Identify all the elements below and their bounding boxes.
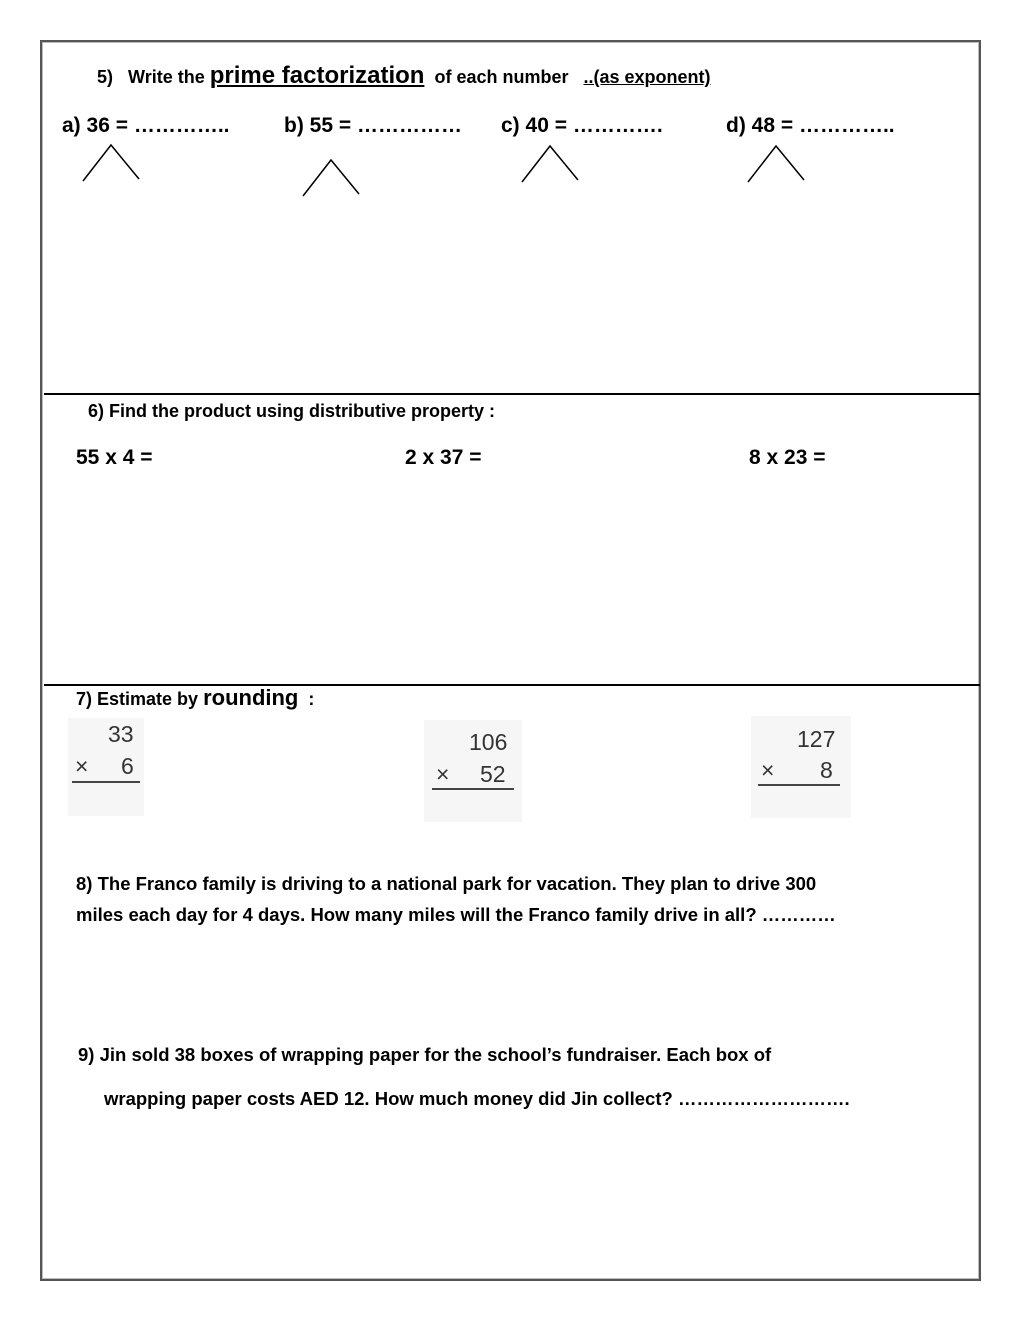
multiplier: 6 [121, 753, 134, 779]
q5-suffix: ..(as exponent) [583, 67, 711, 87]
q5-number: 5) [97, 67, 114, 87]
section-divider [44, 393, 980, 395]
q5-item-b [284, 114, 462, 138]
q7-prefix: 7) Estimate by [76, 689, 199, 709]
q5-item-expr: 36 = ………….. [86, 114, 230, 137]
factor-tree-icon [747, 145, 807, 183]
q5-item-label: c) [501, 114, 520, 137]
q6-problem: 55 x 4 = [76, 446, 153, 469]
q5-emphasis: prime factorization [209, 62, 425, 89]
q5-item-d [726, 114, 895, 138]
q5-heading [97, 62, 711, 90]
q5-item-label: b) [284, 114, 304, 137]
q8-line1: 8) The Franco family is driving to a national park for vacation. They plan to drive 300 [76, 873, 817, 894]
q5-item-label: d) [726, 114, 746, 137]
multiplier: 52 [480, 761, 506, 787]
factor-tree-icon [521, 145, 581, 183]
q9-line1: 9) Jin sold 38 boxes of wrapping paper for the school’s fundraiser. Each box of [78, 1044, 772, 1065]
q5-item-expr: 55 = …………… [309, 114, 462, 137]
q8-line2: miles each day for 4 days. How many miles will the Franco family drive in all? ………… [76, 904, 836, 925]
q6-problem: 2 x 37 = [405, 446, 482, 469]
q5-prefix: Write the [128, 67, 205, 87]
times-sign: × [436, 761, 450, 787]
q7-heading [76, 685, 314, 711]
q7-emphasis: rounding [203, 685, 299, 710]
q6-problem: 8 x 23 = [749, 446, 826, 469]
answer-line [758, 784, 840, 786]
answer-line [72, 781, 140, 783]
factor-tree-icon [82, 144, 142, 182]
times-sign: × [75, 753, 89, 779]
factor-tree-icon [302, 159, 362, 197]
q5-item-expr: 48 = ………….. [751, 114, 895, 137]
q5-middle: of each number [434, 67, 569, 87]
q5-item-c [501, 114, 663, 138]
q5-item-a [62, 114, 230, 138]
q9-line2: wrapping paper costs AED 12. How much money did Jin collect? ………………………. [104, 1088, 850, 1109]
q6-title: 6) Find the product using distributive property : [88, 401, 496, 421]
q7-suffix: : [308, 689, 315, 709]
multiplicand: 106 [469, 729, 508, 755]
multiplicand: 33 [108, 721, 134, 747]
q5-item-expr: 40 = …………. [525, 114, 663, 137]
times-sign: × [761, 757, 775, 783]
multiplicand: 127 [797, 726, 836, 752]
answer-line [432, 788, 514, 790]
q5-item-label: a) [62, 114, 81, 137]
multiplier: 8 [820, 757, 833, 783]
